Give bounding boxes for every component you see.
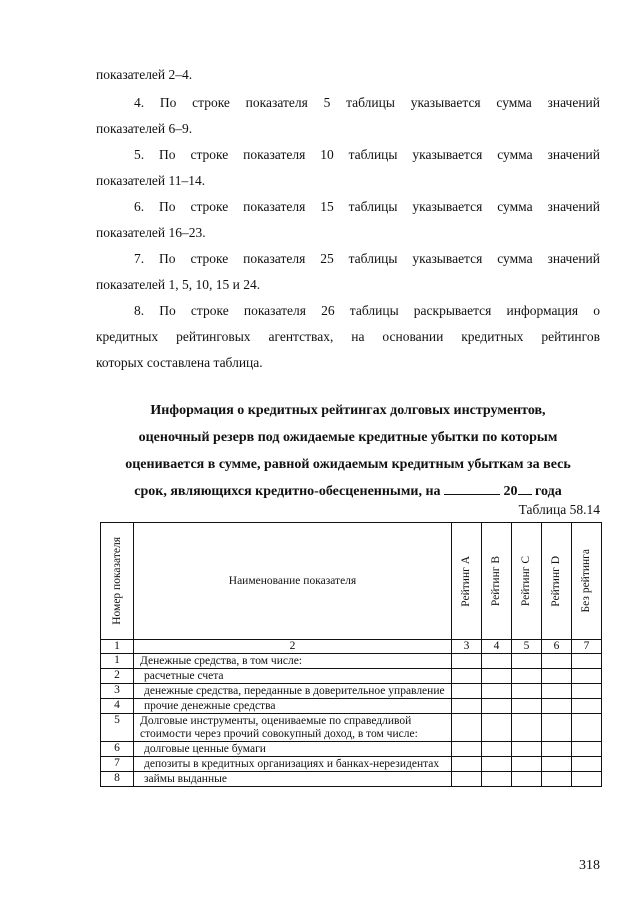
table-row xyxy=(101,742,602,757)
value-cell xyxy=(482,699,512,714)
value-cell xyxy=(512,757,542,772)
value-cell xyxy=(572,654,602,669)
value-cell xyxy=(452,772,482,787)
value-cell xyxy=(572,684,602,699)
paragraph-continuation xyxy=(96,62,600,88)
paragraph-item-5 xyxy=(96,142,600,194)
column-number: 7 xyxy=(572,640,602,654)
value-cell xyxy=(482,757,512,772)
paragraph-line: 5. По строке показателя 10 таблицы указывается сумма значений xyxy=(134,147,600,162)
paragraph-item-6 xyxy=(96,194,600,246)
value-cell xyxy=(542,772,572,787)
table-row xyxy=(101,654,602,669)
table-row xyxy=(101,669,602,684)
row-number: 5 xyxy=(101,714,134,742)
paragraph-line: показателей 1, 5, 10, 15 и 24. xyxy=(96,277,261,292)
row-number: 6 xyxy=(101,742,134,757)
paragraph-line: 6. По строке показателя 15 таблицы указывается сумма значений xyxy=(134,199,600,214)
header-label: Без рейтинга xyxy=(580,549,592,613)
rating-table xyxy=(100,522,602,787)
value-cell xyxy=(542,714,572,742)
row-number: 8 xyxy=(101,772,134,787)
heading-line-date xyxy=(96,478,600,505)
column-number: 5 xyxy=(512,640,542,654)
value-cell xyxy=(542,699,572,714)
value-cell xyxy=(572,714,602,742)
value-cell xyxy=(542,742,572,757)
header-label: Рейтинг A xyxy=(460,555,472,607)
header-cell xyxy=(134,523,452,640)
heading-line: оценочный резерв под ожидаемые кредитные убытки по которым xyxy=(138,430,558,445)
year-blank xyxy=(518,480,532,495)
value-cell xyxy=(572,772,602,787)
value-cell xyxy=(452,714,482,742)
paragraph-line: показателей 16–23. xyxy=(96,225,206,240)
heading-line: оценивается в сумме, равной ожидаемым кредитным убыткам за весь xyxy=(125,457,571,472)
heading-line: Информация о кредитных рейтингах долговых инструментов, xyxy=(150,403,546,418)
row-name: расчетные счета xyxy=(134,669,452,684)
value-cell xyxy=(512,772,542,787)
row-number: 1 xyxy=(101,654,134,669)
value-cell xyxy=(512,654,542,669)
value-cell xyxy=(452,757,482,772)
header-label: Наименование показателя xyxy=(228,574,357,587)
value-cell xyxy=(452,699,482,714)
value-cell xyxy=(542,654,572,669)
row-number: 4 xyxy=(101,699,134,714)
value-cell xyxy=(542,669,572,684)
paragraph-item-8 xyxy=(96,298,600,376)
row-name: депозиты в кредитных организациях и банках-нерезидентах xyxy=(134,757,452,772)
header-cell xyxy=(452,523,482,640)
table-header-row xyxy=(101,523,602,640)
value-cell xyxy=(482,684,512,699)
value-cell xyxy=(482,742,512,757)
paragraph-line: 4. По строке показателя 5 таблицы указывается сумма значений xyxy=(134,95,600,110)
paragraph-line: которых составлена таблица. xyxy=(96,355,263,370)
heading-date-suffix: года xyxy=(535,484,562,499)
row-name: займы выданные xyxy=(134,772,452,787)
value-cell xyxy=(452,654,482,669)
value-cell xyxy=(542,757,572,772)
table-row xyxy=(101,757,602,772)
value-cell xyxy=(572,742,602,757)
header-cell xyxy=(482,523,512,640)
paragraph-line: показателей 6–9. xyxy=(96,121,193,136)
row-name: Долговые инструменты, оцениваемые по справедливой стоимости через прочий совокупный доход, в том числе: xyxy=(134,714,452,742)
row-name: Денежные средства, в том числе: xyxy=(134,654,452,669)
table-row xyxy=(101,714,602,742)
row-number: 7 xyxy=(101,757,134,772)
row-name: денежные средства, переданные в доверительное управление xyxy=(134,684,452,699)
value-cell xyxy=(512,714,542,742)
table-row xyxy=(101,684,602,699)
row-number: 3 xyxy=(101,684,134,699)
column-number: 4 xyxy=(482,640,512,654)
value-cell xyxy=(452,669,482,684)
value-cell xyxy=(572,699,602,714)
section-heading xyxy=(96,397,600,505)
paragraph-line: кредитных рейтинговых агентствах, на основании кредитных рейтингов xyxy=(96,329,600,344)
table-caption: Таблица 58.14 xyxy=(518,502,600,517)
header-label: Рейтинг C xyxy=(520,555,532,607)
header-cell xyxy=(572,523,602,640)
value-cell xyxy=(572,757,602,772)
value-cell xyxy=(482,714,512,742)
header-label: Номер показателя xyxy=(110,537,123,625)
value-cell xyxy=(452,742,482,757)
column-number: 1 xyxy=(101,640,134,654)
value-cell xyxy=(482,669,512,684)
value-cell xyxy=(512,742,542,757)
paragraph-line: 8. По строке показателя 26 таблицы раскрывается информация о xyxy=(134,303,600,318)
table-row xyxy=(101,772,602,787)
paragraph-line: показателей 2–4. xyxy=(96,67,193,82)
header-label: Рейтинг B xyxy=(490,555,502,607)
heading-year: 20 xyxy=(503,484,518,499)
row-number: 2 xyxy=(101,669,134,684)
paragraph-item-7 xyxy=(96,246,600,298)
date-blank xyxy=(444,480,500,495)
header-cell xyxy=(101,523,134,640)
header-label: Рейтинг D xyxy=(550,555,562,607)
paragraph-item-4 xyxy=(96,90,600,142)
paragraph-line: 7. По строке показателя 25 таблицы указывается сумма значений xyxy=(134,251,600,266)
paragraph-line: показателей 11–14. xyxy=(96,173,206,188)
column-number-row xyxy=(101,640,602,654)
value-cell xyxy=(512,669,542,684)
heading-date-prefix: срок, являющихся кредитно-обесцененными, на xyxy=(134,484,441,499)
value-cell xyxy=(482,654,512,669)
row-name: долговые ценные бумаги xyxy=(134,742,452,757)
value-cell xyxy=(452,684,482,699)
value-cell xyxy=(542,684,572,699)
value-cell xyxy=(512,684,542,699)
table-row xyxy=(101,699,602,714)
value-cell xyxy=(512,699,542,714)
value-cell xyxy=(572,669,602,684)
column-number: 6 xyxy=(542,640,572,654)
page-number: 318 xyxy=(579,858,600,873)
header-cell xyxy=(512,523,542,640)
row-name: прочие денежные средства xyxy=(134,699,452,714)
column-number: 2 xyxy=(134,640,452,654)
header-cell xyxy=(542,523,572,640)
column-number: 3 xyxy=(452,640,482,654)
value-cell xyxy=(482,772,512,787)
